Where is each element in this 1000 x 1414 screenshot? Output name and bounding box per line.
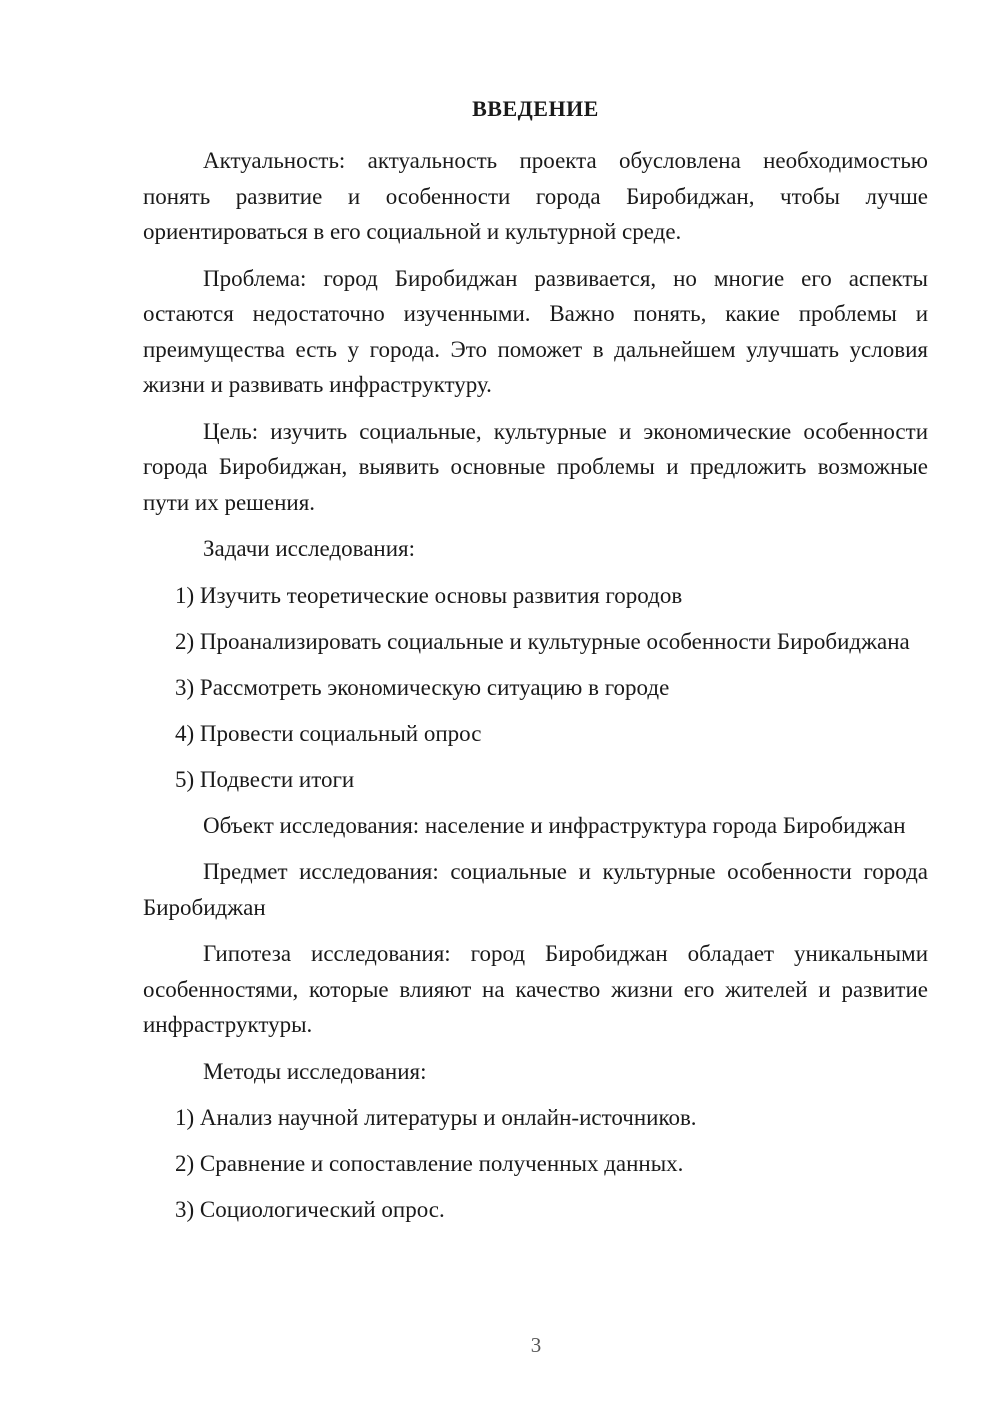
page-number: 3	[530, 1333, 542, 1357]
methods-heading: Методы исследования:	[203, 1058, 427, 1084]
goal-paragraph: Цель: изучить социальные, культурные и экономические особенности города Биробиджан, выявить основные проблемы и предложить возможные пути их решения.	[143, 418, 928, 515]
list-item: 3) Социологический опрос.	[175, 1197, 445, 1222]
list-item: 5) Подвести итоги	[175, 766, 355, 792]
object-paragraph: Объект исследования: население и инфраструктура города Биробиджан	[203, 812, 906, 838]
document-page	[143, 92, 928, 1238]
subject-paragraph: Предмет исследования: социальные и культурные особенности города Биробиджан	[143, 859, 928, 920]
list-item: 1) Изучить теоретические основы развития городов	[175, 582, 683, 608]
list-item: 3) Рассмотреть экономическую ситуацию в городе	[175, 674, 670, 700]
tasks-heading: Задачи исследования:	[203, 536, 416, 561]
list-item: 4) Провести социальный опрос	[175, 720, 482, 746]
list-item: 2) Проанализировать социальные и культурные особенности Биробиджана	[175, 628, 910, 654]
list-item: 1) Анализ научной литературы и онлайн-источников.	[175, 1105, 697, 1130]
list-item: 2) Сравнение и сопоставление полученных данных.	[175, 1151, 684, 1176]
tasks-list	[143, 578, 928, 797]
problem-paragraph: Проблема: город Биробиджан развивается, но многие его аспекты остаются недостаточно изученными. Важно понять, какие проблемы и преимущества есть у города. Это поможет в дальнейшем улучшать условия жизни и развивать инфраструктуру.	[143, 265, 928, 397]
page-title: ВВЕДЕНИЕ	[472, 96, 599, 121]
hypothesis-paragraph: Гипотеза исследования: город Биробиджан обладает уникальными особенностями, которые влияют на качество жизни его жителей и развитие инфраструктуры.	[143, 941, 928, 1037]
methods-list	[143, 1100, 928, 1227]
relevance-paragraph: Актуальность: актуальность проекта обусловлена необходимостью понять развитие и особенности города Биробиджан, чтобы лучше ориентироваться в его социальной и культурной среде.	[143, 148, 928, 244]
